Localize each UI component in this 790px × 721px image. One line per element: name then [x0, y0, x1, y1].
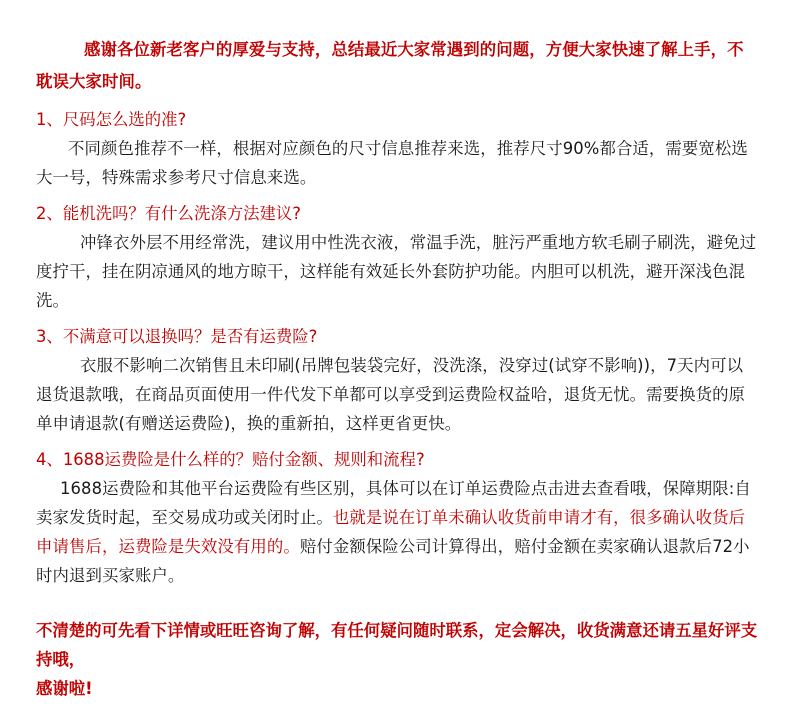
closing-line-1: 不清楚的可先看下详情或旺旺咨询了解，有任何疑问随时联系，定会解决，收货满意还请五星好评支持哦，: [36, 621, 758, 669]
faq-answer-4-highlight: 也就是说在订单未确认收货前申请才有，很多确认收货后申请售后，运费险是失效没有用的。: [36, 508, 746, 556]
faq-item-2: [36, 200, 758, 315]
faq-item-3: [36, 323, 758, 438]
faq-answer-4-part1: 1688运费险和其他平台运费险有些区别，具体可以在订单运费险点击进去查看哦，保障期限:自卖家发货时起，至交易成功或关闭时止。: [36, 479, 751, 527]
faq-answer-2: 冲锋衣外层不用经常洗，建议用中性洗衣液，常温手洗，脏污严重地方软毛刷子刷洗，避免过度拧干，挂在阴凉通风的地方晾干，这样能有效延长外套防护功能。内胆可以机洗，避开深浅色混洗。: [36, 233, 757, 310]
faq-answer-3: 衣服不影响二次销售且未印刷(吊牌包装袋完好，没洗涤，没穿过(试穿不影响))，7天内可以退货退款哦，在商品页面使用一件代发下单都可以享受到运费险权益哈，退货无忧。需要换货的原单申请退款(有赠送运费险)，换的重新拍，这样更省更快。: [36, 356, 746, 433]
faq-question-2: 2、能机洗吗？有什么洗涤方法建议?: [36, 204, 301, 223]
faq-item-1: [36, 106, 758, 192]
faq-answer-4: [36, 474, 758, 590]
faq-question-3: 3、不满意可以退换吗？是否有运费险?: [36, 327, 318, 346]
faq-answer-1: 不同颜色推荐不一样，根据对应颜色的尺寸信息推荐来选，推荐尺寸90%都合适，需要宽松选大一号，特殊需求参考尺寸信息来选。: [36, 139, 748, 187]
faq-question-1: 1、尺码怎么选的准?: [36, 110, 187, 129]
closing-note: [36, 616, 758, 703]
faq-page: [36, 34, 758, 703]
faq-answer-4-part2: 赔付金额保险公司计算得出，赔付金额在卖家确认退款后72小时内退到买家账户。: [36, 537, 750, 585]
faq-item-4: [36, 446, 758, 590]
intro-text: 感谢各位新老客户的厚爱与支持，总结最近大家常遇到的问题，方便大家快速了解上手，不耽误大家时间。: [36, 40, 744, 91]
faq-question-4: 4、1688运费险是什么样的？赔付金额、规则和流程?: [36, 450, 425, 469]
closing-line-2: 感谢啦!: [36, 679, 93, 698]
